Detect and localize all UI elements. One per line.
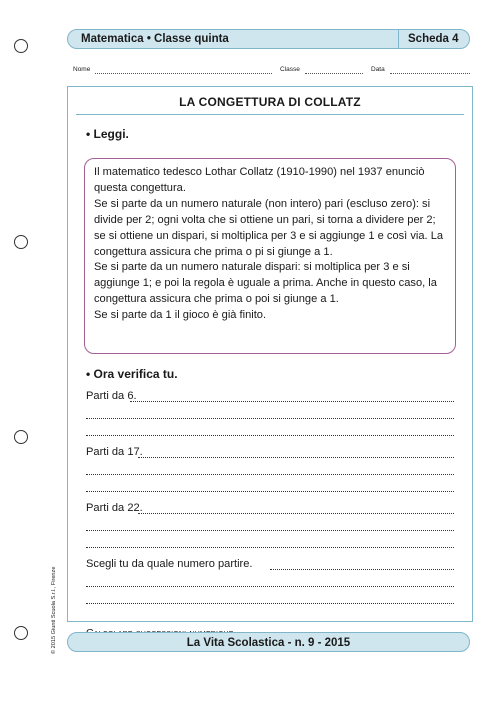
title-divider — [76, 114, 464, 115]
date-field[interactable] — [390, 72, 470, 74]
class-field[interactable] — [305, 72, 363, 74]
answer-line[interactable] — [138, 457, 454, 458]
binder-hole — [14, 626, 28, 640]
reading-paragraph: Se si parte da un numero naturale (non intero) pari (escluso zero): si divide per 2; ogni volta che si ottiene un pari, si torna a dividere per 2; se si ottiene un dispari, si moltiplica per 3 e si aggiunge 1 e così via. La congettura assicura che prima o pi si giunge a 1. — [94, 197, 444, 258]
binder-hole — [14, 235, 28, 249]
student-info-row — [73, 66, 473, 78]
binder-hole — [14, 39, 28, 53]
answer-line[interactable] — [86, 586, 454, 587]
subject-label: Matematica • Classe quinta — [81, 33, 229, 45]
answer-line[interactable] — [138, 513, 454, 514]
answer-line[interactable] — [86, 474, 454, 475]
answer-line[interactable] — [270, 569, 454, 570]
worksheet-title: LA CONGETTURA DI COLLATZ — [179, 95, 361, 109]
answer-line[interactable] — [86, 491, 454, 492]
footer-bar — [67, 632, 470, 652]
header-divider — [398, 30, 399, 48]
binder-hole — [14, 430, 28, 444]
reading-paragraph: Se si parte da 1 il gioco è già finito. — [94, 309, 267, 322]
name-label: Nome — [73, 66, 91, 73]
exercise-label: Scegli tu da quale numero partire. — [86, 558, 253, 570]
sheet-number: Scheda 4 — [408, 33, 459, 45]
exercise-label: Parti da 17. — [86, 446, 143, 458]
answer-line[interactable] — [130, 401, 454, 402]
answer-line[interactable] — [86, 418, 454, 419]
answer-line[interactable] — [86, 547, 454, 548]
publication-label: La Vita Scolastica - n. 9 - 2015 — [186, 637, 351, 649]
class-label: Classe — [280, 66, 300, 73]
copyright-note: © 2015 Giunti Scuola S.r.l., Firenze — [51, 566, 57, 654]
answer-line[interactable] — [86, 435, 454, 436]
exercise-label: Parti da 6. — [86, 390, 137, 402]
answer-line[interactable] — [86, 530, 454, 531]
worksheet-frame — [67, 86, 473, 622]
name-field[interactable] — [95, 72, 272, 74]
verify-heading: • Ora verifica tu. — [86, 367, 178, 381]
header-bar — [67, 29, 470, 49]
read-heading: • Leggi. — [86, 127, 129, 141]
answer-line[interactable] — [86, 603, 454, 604]
reading-paragraph: Il matematico tedesco Lothar Collatz (1910-1990) nel 1937 enunciò questa congettura. — [94, 166, 425, 194]
exercise-label: Parti da 22. — [86, 502, 143, 514]
reading-paragraph: Se si parte da un numero naturale dispari: si moltiplica per 3 e si aggiunge 1; e poi la regola è uguale a prima. Anche in questo caso, la congettura assicura che prima o poi si giunge a 1. — [94, 261, 437, 306]
date-label: Data — [371, 66, 385, 73]
reading-box — [84, 158, 456, 354]
